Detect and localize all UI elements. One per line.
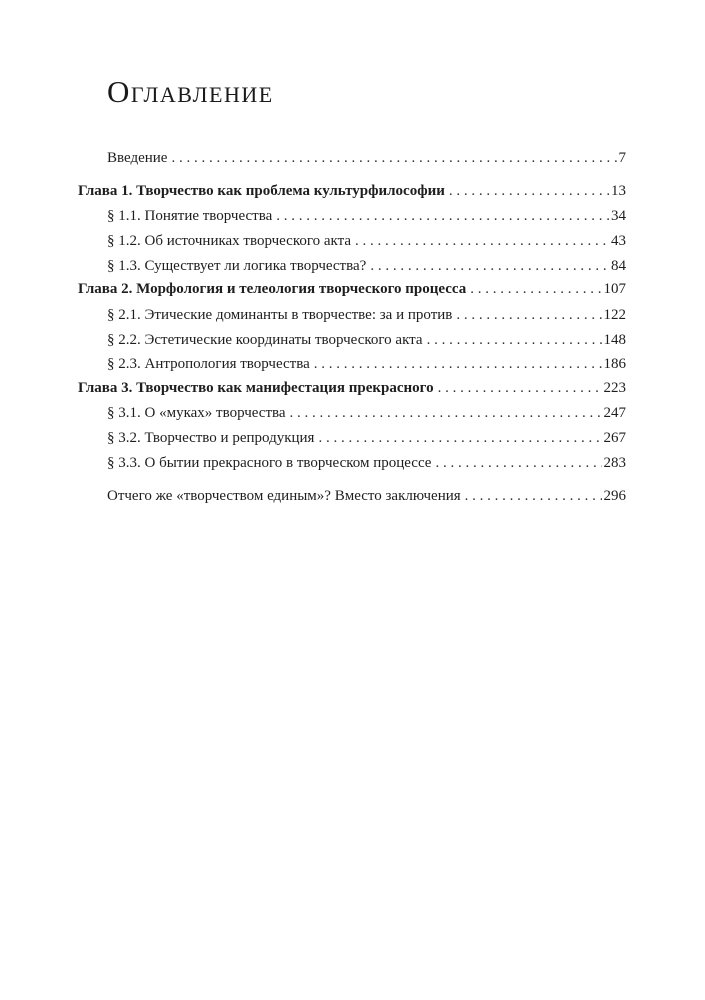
dot-leader xyxy=(435,451,601,475)
dot-leader xyxy=(470,277,601,301)
page-title: Оглавление xyxy=(107,74,274,109)
toc-page-number: 122 xyxy=(603,307,626,323)
toc-entry-conclusion[interactable] xyxy=(107,484,626,508)
toc-entry-intro[interactable] xyxy=(107,146,626,170)
dot-leader xyxy=(276,204,609,228)
toc-section-label: § 1.3. Существует ли логика творчества? xyxy=(107,258,367,274)
toc-section-label: § 3.3. О бытии прекрасного в творческом процессе xyxy=(107,455,432,471)
toc-section-label: § 3.2. Творчество и репродукция xyxy=(107,430,315,446)
toc-page-number: 43 xyxy=(611,233,626,249)
dot-leader xyxy=(438,376,602,400)
toc-section-3-2[interactable] xyxy=(107,426,626,450)
toc-section-3-3[interactable] xyxy=(107,451,626,475)
toc-page-number: 84 xyxy=(611,258,626,274)
toc-page-number: 186 xyxy=(603,356,626,372)
dot-leader xyxy=(456,303,601,327)
toc-entry-label: Отчего же «творчеством единым»? Вместо заключения xyxy=(107,488,461,504)
toc-page-number: 267 xyxy=(603,430,626,446)
toc-page-number: 283 xyxy=(603,455,626,471)
toc-chapter-1[interactable] xyxy=(78,179,626,203)
toc-section-1-3[interactable] xyxy=(107,254,626,278)
toc-page-number: 13 xyxy=(611,183,626,199)
toc-chapter-label: Глава 3. Творчество как манифестация прекрасного xyxy=(78,380,434,396)
toc-section-label: § 3.1. О «муках» творчества xyxy=(107,405,286,421)
toc-section-label: § 2.3. Антропология творчества xyxy=(107,356,310,372)
dot-leader xyxy=(449,179,609,203)
toc-section-1-2[interactable] xyxy=(107,229,626,253)
toc-section-1-1[interactable] xyxy=(107,204,626,228)
toc-entry-label: Введение xyxy=(107,150,168,166)
toc-page-number: 296 xyxy=(603,488,626,504)
toc-chapter-2[interactable] xyxy=(78,277,626,301)
toc-page-number: 223 xyxy=(603,380,626,396)
toc-section-2-2[interactable] xyxy=(107,328,626,352)
dot-leader xyxy=(318,426,601,450)
dot-leader xyxy=(465,484,602,508)
toc-section-2-3[interactable] xyxy=(107,352,626,376)
toc-page-number: 7 xyxy=(618,150,626,166)
dot-leader xyxy=(427,328,602,352)
toc-section-3-1[interactable] xyxy=(107,401,626,425)
toc-chapter-3[interactable] xyxy=(78,376,626,400)
toc-chapter-label: Глава 2. Морфология и телеология творческого процесса xyxy=(78,281,467,297)
toc-section-label: § 2.2. Эстетические координаты творческого акта xyxy=(107,332,423,348)
toc-section-2-1[interactable] xyxy=(107,303,626,327)
toc-section-label: § 1.2. Об источниках творческого акта xyxy=(107,233,352,249)
toc-page-number: 148 xyxy=(603,332,626,348)
toc-page-number: 247 xyxy=(603,405,626,421)
dot-leader xyxy=(370,254,609,278)
dot-leader xyxy=(171,146,616,170)
dot-leader xyxy=(290,401,602,425)
toc-page-number: 107 xyxy=(603,281,626,297)
toc-chapter-label: Глава 1. Творчество как проблема культурфилософии xyxy=(78,183,445,199)
dot-leader xyxy=(314,352,602,376)
toc-section-label: § 2.1. Этические доминанты в творчестве: за и против xyxy=(107,307,453,323)
dot-leader xyxy=(355,229,609,253)
toc-section-label: § 1.1. Понятие творчества xyxy=(107,208,273,224)
toc-page-number: 34 xyxy=(611,208,626,224)
